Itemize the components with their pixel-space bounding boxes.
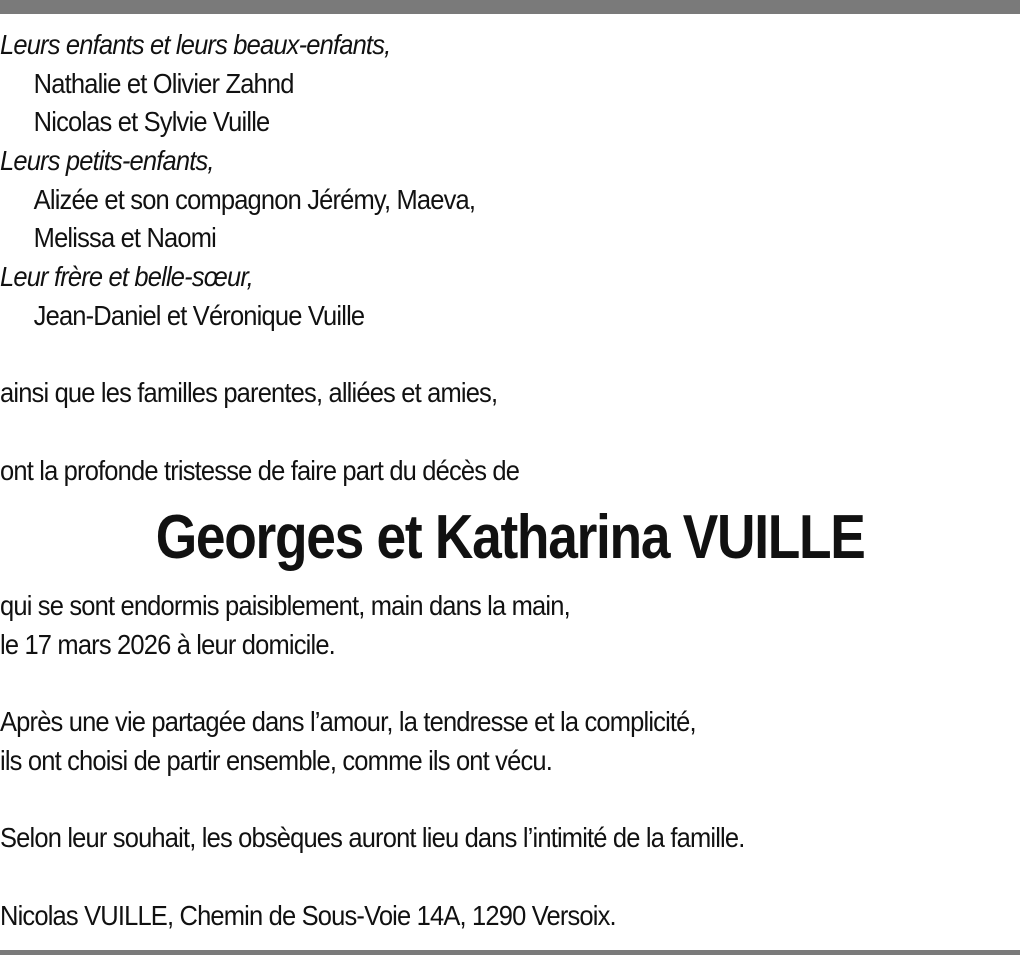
children-heading: Leurs enfants et leurs beaux-enfants, bbox=[0, 29, 391, 60]
tribute-line-1: Après une vie partagée dans l’amour, la tendresse et la complicité, bbox=[0, 706, 696, 738]
bottom-border-rule bbox=[0, 950, 1020, 955]
passing-line-2: le 17 mars 2026 à leur domicile. bbox=[0, 628, 335, 660]
grandchildren-line-2: Melissa et Naomi bbox=[33, 222, 216, 254]
death-notice bbox=[0, 26, 1020, 935]
spacer bbox=[0, 336, 1020, 375]
tribute-line-2: ils ont choisi de partir ensemble, comme ils ont vécu. bbox=[0, 745, 552, 776]
spacer bbox=[0, 781, 1020, 820]
child-couple-1: Nathalie et Olivier Zahnd bbox=[33, 67, 294, 99]
spacer bbox=[0, 413, 1020, 452]
deceased-name: Georges et Katharina VUILLE bbox=[155, 503, 865, 573]
grandchildren-line-1: Alizée et son compagnon Jérémy, Maeva, bbox=[33, 183, 476, 215]
child-couple-2: Nicolas et Sylvie Vuille bbox=[33, 106, 270, 138]
spacer bbox=[0, 665, 1020, 704]
sibling-heading: Leur frère et belle-sœur, bbox=[0, 261, 253, 293]
contact-line: Nicolas VUILLE, Chemin de Sous-Voie 14A, 1290 Versoix. bbox=[0, 899, 616, 931]
families-line: ainsi que les familles parentes, alliées et amies, bbox=[0, 377, 498, 409]
grandchildren-heading: Leurs petits-enfants, bbox=[0, 145, 214, 177]
funeral-line: Selon leur souhait, les obsèques auront lieu dans l’intimité de la famille. bbox=[0, 822, 745, 854]
sibling-couple: Jean-Daniel et Véronique Vuille bbox=[33, 299, 365, 331]
passing-line-1: qui se sont endormis paisiblement, main dans la main, bbox=[0, 590, 570, 622]
announcement-line: ont la profonde tristesse de faire part du décès de bbox=[0, 454, 520, 486]
deceased-name-block bbox=[0, 489, 1020, 587]
top-border-rule bbox=[0, 0, 1020, 14]
spacer bbox=[0, 858, 1020, 897]
